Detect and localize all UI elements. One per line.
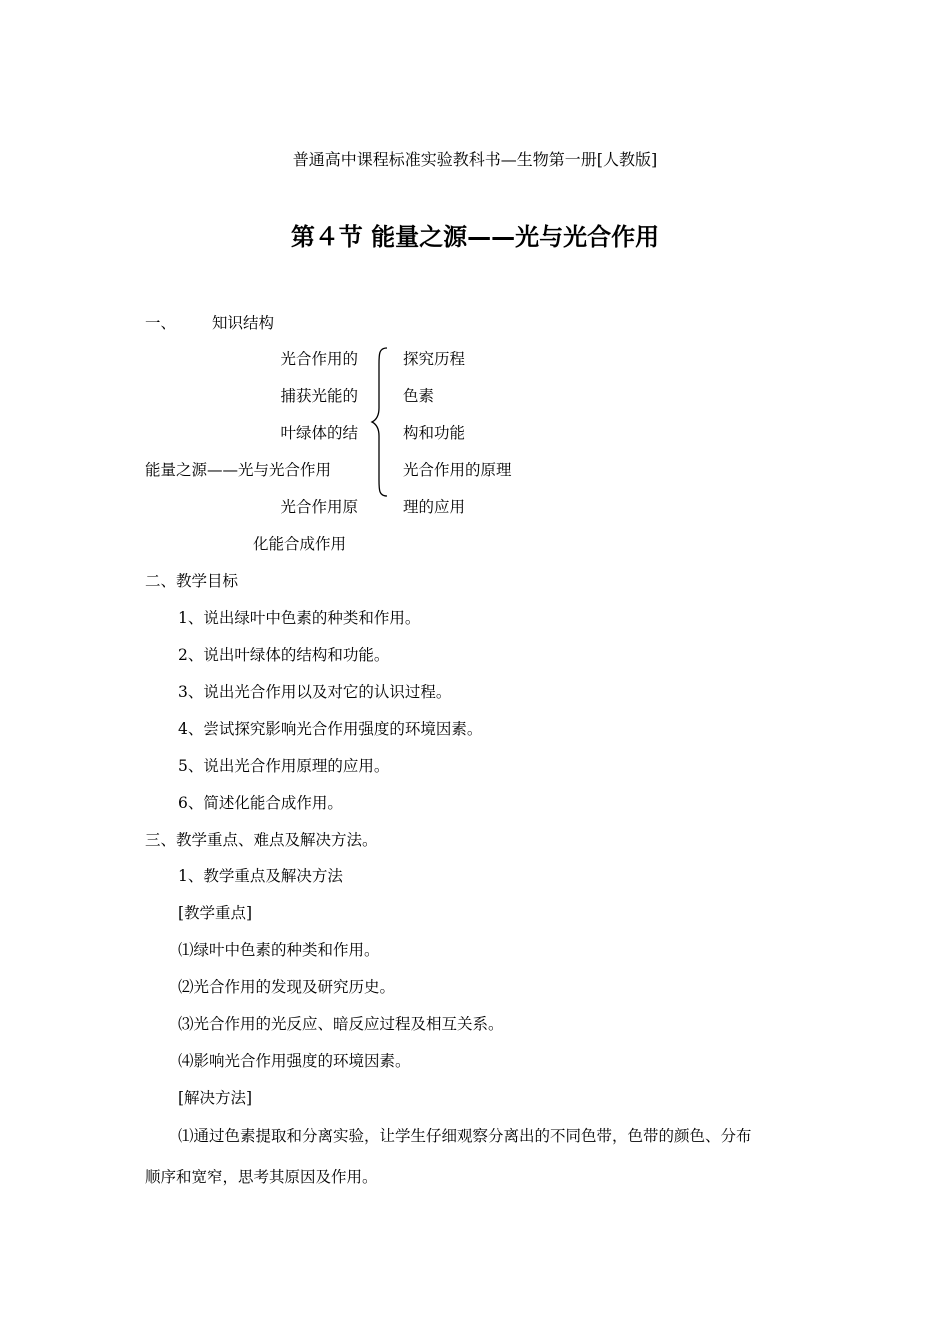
objective-item: 2、说出叶绿体的结构和功能。 bbox=[178, 646, 390, 664]
methods-label: [解决方法] bbox=[178, 1089, 253, 1107]
section3-heading: 三、教学重点、难点及解决方法。 bbox=[145, 831, 378, 849]
key-points-label: [教学重点] bbox=[178, 904, 253, 922]
objective-item: 1、说出绿叶中色素的种类和作用。 bbox=[178, 609, 421, 627]
section1-heading: 知识结构 bbox=[212, 314, 275, 332]
structure-right-line: 色素 bbox=[403, 387, 435, 405]
method-paragraph-line2: 顺序和宽窄，思考其原因及作用。 bbox=[145, 1168, 378, 1186]
structure-right-line: 探究历程 bbox=[403, 350, 466, 368]
objective-item: 4、尝试探究影响光合作用强度的环境因素。 bbox=[178, 720, 483, 738]
structure-left-line: 化能合成作用 bbox=[253, 535, 347, 553]
structure-left-line: 光合作用的 bbox=[280, 350, 358, 368]
brace-icon bbox=[370, 346, 392, 498]
section2-heading: 二、教学目标 bbox=[145, 572, 239, 590]
section1-number: 一、 bbox=[145, 314, 177, 332]
series-header: 普通高中课程标准实验教科书—生物第一册[人教版] bbox=[292, 150, 658, 169]
structure-left-line: 捕获光能的 bbox=[280, 387, 358, 405]
structure-right-line: 理的应用 bbox=[403, 498, 466, 516]
objective-item: 6、简述化能合成作用。 bbox=[178, 794, 343, 812]
key-point-item: ⑷影响光合作用强度的环境因素。 bbox=[178, 1052, 411, 1070]
page-title: 第４节 能量之源——光与光合作用 bbox=[290, 223, 660, 251]
structure-root-line: 能量之源——光与光合作用 bbox=[145, 461, 332, 479]
objective-item: 5、说出光合作用原理的应用。 bbox=[178, 757, 390, 775]
objective-item: 3、说出光合作用以及对它的认识过程。 bbox=[178, 683, 452, 701]
key-point-item: ⑵光合作用的发现及研究历史。 bbox=[178, 978, 396, 996]
structure-left-line: 光合作用原 bbox=[280, 498, 358, 516]
structure-left-line: 叶绿体的结 bbox=[280, 424, 358, 442]
section3-subheading: 1、教学重点及解决方法 bbox=[178, 867, 343, 885]
key-point-item: ⑶光合作用的光反应、暗反应过程及相互关系。 bbox=[178, 1015, 504, 1033]
key-point-item: ⑴绿叶中色素的种类和作用。 bbox=[178, 941, 380, 959]
method-paragraph-line1: ⑴通过色素提取和分离实验，让学生仔细观察分离出的不同色带，色带的颜色、分布 bbox=[178, 1127, 752, 1145]
structure-right-line: 构和功能 bbox=[403, 424, 466, 442]
structure-right-line: 光合作用的原理 bbox=[403, 461, 512, 479]
